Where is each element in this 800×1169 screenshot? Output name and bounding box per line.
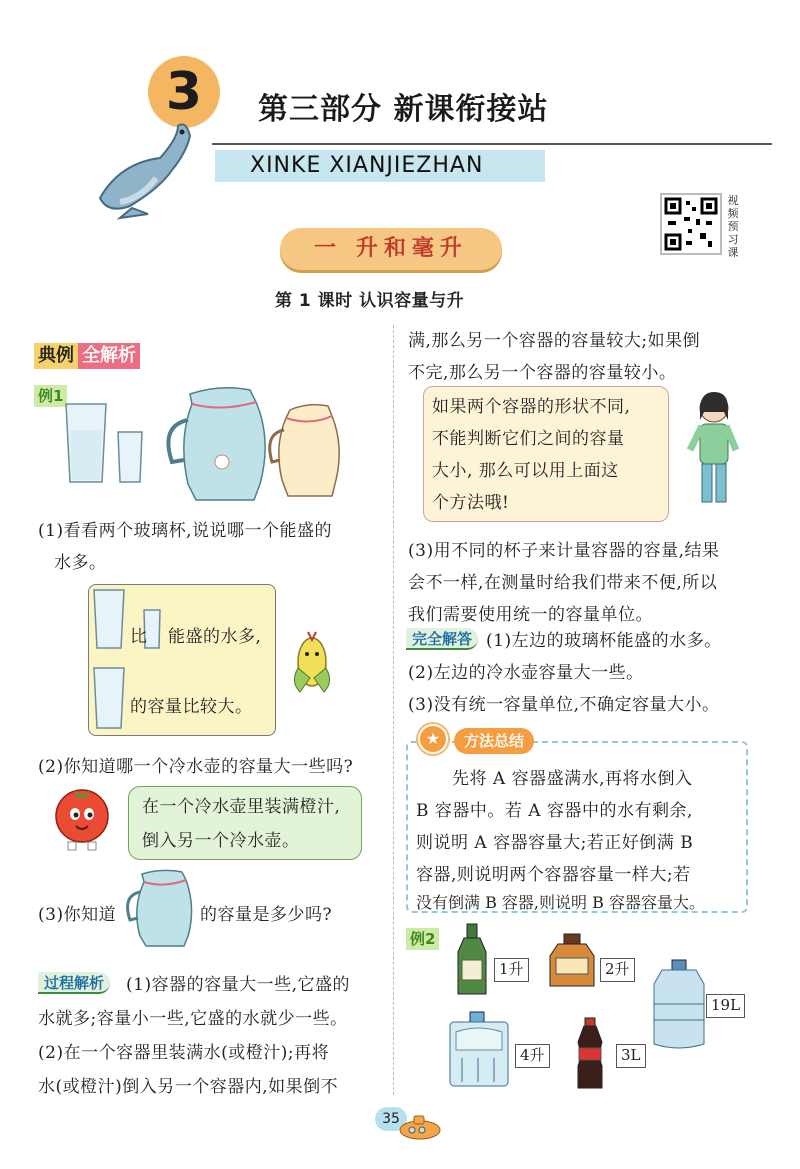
answer-line2: (2)左边的冷水壶容量大一些。 [408,663,644,683]
cola-bottle-illustration [574,1016,606,1090]
capacity-label-1l: 1升 [494,958,529,982]
q1-line1: (1)看看两个玻璃杯,说说哪一个能盛的 [38,521,332,541]
star-icon: ★ [418,724,448,754]
tip-line2: 不能判断它们之间的容量 [432,429,625,449]
process-line4: 水(或橙汁)倒入另一个容器内,如果倒不 [38,1077,339,1097]
page-number: 35 [375,1107,407,1131]
qr-code[interactable] [660,193,722,255]
section-tag-a: 典例 [34,343,78,369]
seal-mascot-illustration [90,118,200,218]
method-line5: 没有倒满 B 容器,则说明 B 容器容量大。 [416,893,705,912]
section-tag-b: 全解析 [78,343,140,369]
chapter-title: 一 升和毫升 [280,228,502,270]
process-line3: (2)在一个容器里装满水(或橙汁);再将 [38,1043,330,1063]
bubble1-text-c: 的容量比较大。 [130,697,253,717]
continued-line1: 满,那么另一个容器的容量较大;如果倒 [408,331,701,351]
bottle-2l-illustration [548,932,596,988]
girl-character-illustration [680,390,750,508]
part-number-badge: 3 [148,56,220,128]
glass-cups-illustration [62,400,152,490]
example1-tag: 例1 [34,385,67,407]
q3-text-b: 的容量是多少吗? [200,905,333,925]
capacity-label-4l: 4升 [515,1044,550,1068]
lesson-title: 第 1 课时 认识容量与升 [275,291,465,311]
method-line3: 则说明 A 容器容量大;若正好倒满 B [416,833,694,853]
process-line2: 水就多;容量小一些,它盛的水就少一些。 [38,1009,348,1029]
method-line1: 先将 A 容器盛满水,再将水倒入 [452,769,693,789]
answer-line1: (1)左边的玻璃杯能盛的水多。 [486,631,722,651]
column-divider [393,325,394,1095]
tip-line1: 如果两个容器的形状不同, [432,397,631,417]
process-analysis-tag: 过程解析 [38,972,110,994]
part-pinyin: XINKE XIANJIEZHAN [250,153,484,178]
point3-line3: 我们需要使用统一的容量单位。 [408,605,653,625]
jug-inline-illustration [122,868,198,948]
continued-line2: 不完,那么另一个容器的容量较小。 [408,363,677,383]
q2: (2)你知道哪一个冷水壶的容量大一些吗? [38,757,354,777]
capacity-label-2l: 2升 [600,958,635,982]
bubble2-line1: 在一个冷水壶里装满橙汁, [142,797,341,817]
bubble1-text-a: 比 [130,627,148,647]
capacity-label-19l: 19L [706,994,745,1018]
qr-label: 视频预习课 [727,194,739,259]
point3-line2: 会不一样,在测量时给我们带来不便,所以 [408,573,718,593]
method-line2: B 容器中。若 A 容器中的水有剩余, [416,801,693,821]
corn-mascot-illustration [288,628,336,696]
bubble2-line2: 倒入另一个冷水壶。 [142,831,300,851]
q3-text-a: (3)你知道 [38,905,117,925]
tip-line4: 个方法哦! [432,493,510,513]
oil-jug-illustration [448,1010,510,1088]
section-tag-examples [34,343,140,369]
qr-code-pattern [662,195,720,253]
example2-tag: 例2 [406,928,439,950]
point3-line1: (3)用不同的杯子来计量容器的容量,结果 [408,541,720,561]
tomato-mascot-illustration [48,782,116,854]
answer-line3: (3)没有统一容量单位,不确定容量大小。 [408,695,720,715]
tip-line3: 大小, 那么可以用上面这 [432,461,619,481]
submarine-icon [398,1112,444,1142]
process-line1: (1)容器的容量大一些,它盛的 [126,975,350,995]
q1-line2: 水多。 [54,553,107,573]
complete-answer-tag: 完全解答 [406,628,478,650]
header-rule [212,143,772,145]
water-dispenser-bottle-illustration [652,958,706,1050]
part-title: 第三部分 新课衔接站 [258,92,549,127]
bubble1-text-b: 能盛的水多, [168,627,262,647]
capacity-label-3l: 3L [616,1044,646,1068]
method-summary-tag: 方法总结 [454,728,534,754]
water-jugs-illustration [160,380,360,506]
bottle-1l-illustration [456,922,490,996]
method-line4: 容器,则说明两个容器容量一样大;若 [416,865,691,885]
